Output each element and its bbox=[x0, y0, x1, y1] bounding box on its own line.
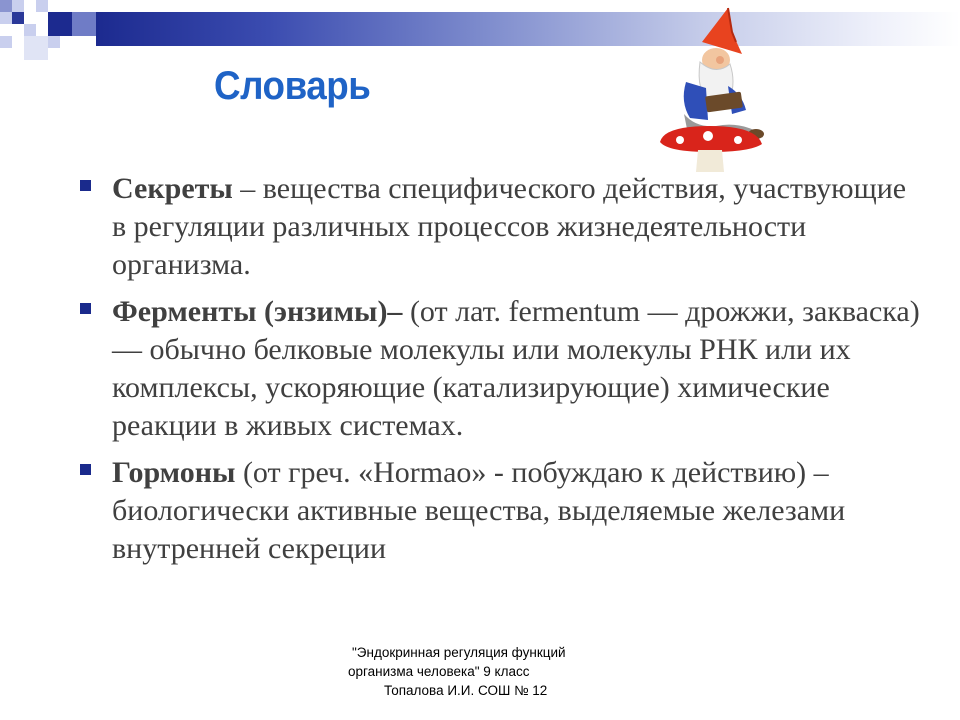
slide-title: Словарь bbox=[214, 64, 371, 108]
deco-square bbox=[0, 0, 12, 12]
footer-line: Топалова И.И. СОШ № 12 bbox=[384, 683, 548, 698]
deco-square bbox=[48, 12, 72, 36]
slide-footer bbox=[300, 643, 660, 700]
deco-square bbox=[72, 12, 96, 36]
deco-square bbox=[12, 12, 24, 24]
deco-square bbox=[0, 36, 12, 48]
term-secrets: Секреты bbox=[112, 172, 233, 205]
deco-square bbox=[48, 36, 60, 48]
definition-text: (от греч. «Hormao» - побуждаю к действию) – биологически активные вещества, выделяемые железами внутренней секреции bbox=[112, 456, 846, 565]
definition-list bbox=[76, 170, 926, 577]
bullet-square-icon bbox=[80, 180, 91, 191]
list-item bbox=[76, 170, 926, 284]
bullet-square-icon bbox=[80, 464, 91, 475]
deco-square bbox=[0, 12, 12, 24]
deco-square bbox=[24, 36, 48, 60]
list-item bbox=[76, 293, 926, 445]
term-hormones: Гормоны bbox=[112, 456, 236, 489]
footer-line: "Эндокринная регуляция функций bbox=[352, 645, 566, 660]
definition-text: – вещества специфического действия, участвующие в регуляции различных процессов жизнедеятельности организма. bbox=[112, 172, 907, 281]
deco-square bbox=[12, 0, 24, 12]
definition-text: (от лат. fermentum — дрожжи, закваска) — обычно белковые молекулы или молекулы РНК или их комплексы, ускоряющие (катализирующие) химические реакции в живых системах. bbox=[112, 295, 920, 442]
bullet-square-icon bbox=[80, 303, 91, 314]
list-item bbox=[76, 454, 926, 568]
deco-square bbox=[24, 24, 36, 36]
header-gradient-bar bbox=[96, 12, 960, 46]
gnome-illustration-icon bbox=[650, 2, 770, 174]
term-enzymes: Ферменты (энзимы)– bbox=[112, 295, 403, 328]
deco-square bbox=[36, 0, 48, 12]
footer-line: организма человека" 9 класс bbox=[348, 664, 530, 679]
